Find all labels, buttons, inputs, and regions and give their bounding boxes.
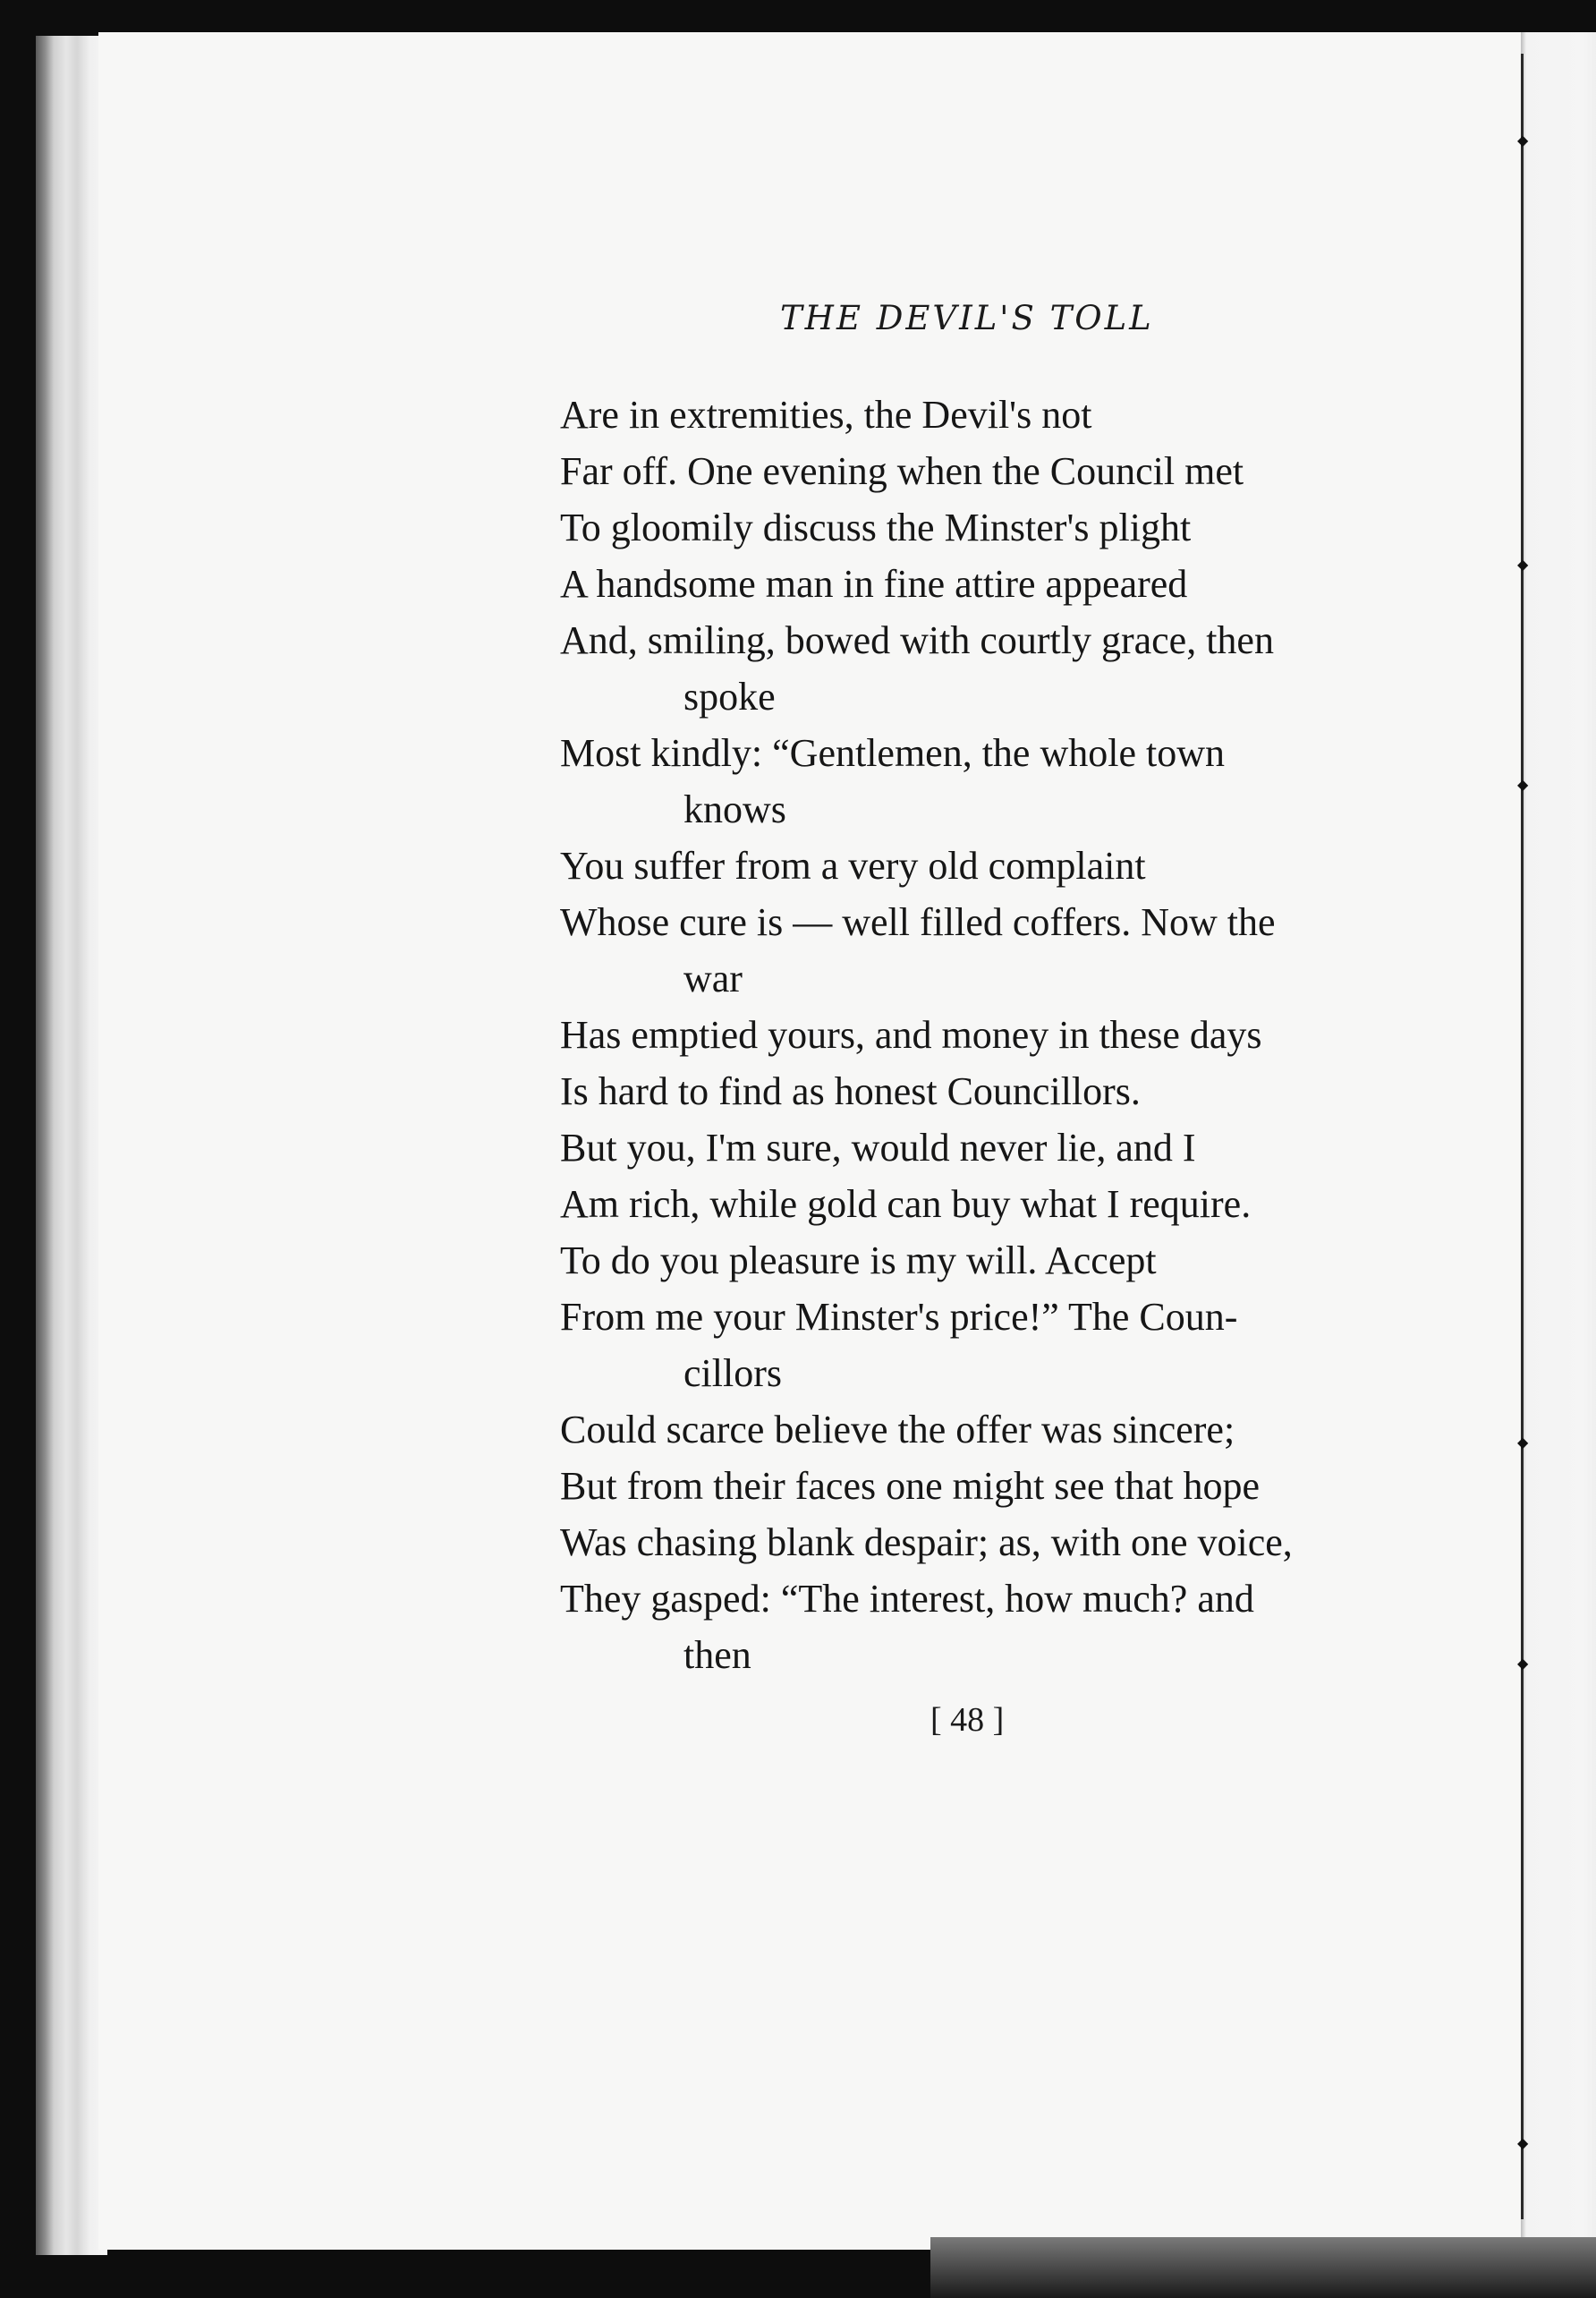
verse-line: A handsome man in fine attire appeared (560, 562, 1188, 606)
verse-line-continuation: knows (683, 787, 786, 831)
verse-line: You suffer from a very old complaint (560, 844, 1146, 888)
verse-line: But you, I'm sure, would never lie, and I (560, 1126, 1196, 1170)
verse-line: To do you pleasure is my will. Accept (560, 1238, 1157, 1282)
verse-line: To gloomily discuss the Minster's plight (560, 506, 1192, 549)
page-number: [ 48 ] (930, 1701, 1005, 1739)
fold-mark-icon: ◆ (1517, 776, 1529, 793)
verse-line: Am rich, while gold can buy what I require. (560, 1182, 1252, 1226)
verse-line-continuation: war (683, 957, 743, 1000)
verse-line: Most kindly: “Gentlemen, the whole town (560, 731, 1225, 775)
fold-mark-icon: ◆ (1517, 2134, 1529, 2151)
verse-line: Is hard to find as honest Councillors. (560, 1069, 1141, 1113)
running-head: THE DEVIL'S TOLL (780, 299, 1154, 337)
bottom-shadow (930, 2237, 1596, 2298)
verse-line: Was chasing blank despair; as, with one voice, (560, 1520, 1293, 1564)
facing-page-strip (1521, 32, 1596, 2250)
stacked-page-edges (36, 36, 107, 2255)
verse-line: From me your Minster's price!” The Coun- (560, 1295, 1238, 1339)
verse-block (560, 387, 1383, 1683)
verse-line: Whose cure is — well filled coffers. Now the (560, 900, 1276, 944)
verse-line: Has emptied yours, and money in these days (560, 1013, 1262, 1057)
fold-mark-icon: ◆ (1517, 1655, 1529, 1672)
verse-line: Far off. One evening when the Council met (560, 449, 1244, 493)
verse-line-continuation: cillors (683, 1351, 782, 1395)
fold-mark-icon: ◆ (1517, 132, 1529, 149)
verse-line: And, smiling, bowed with courtly grace, then (560, 618, 1274, 662)
fold-mark-icon: ◆ (1517, 1434, 1529, 1451)
verse-line-continuation: then (683, 1633, 751, 1677)
verse-line: Are in extremities, the Devil's not (560, 393, 1092, 437)
verse-line: Could scarce believe the offer was sincere; (560, 1408, 1235, 1451)
fold-mark-icon: ◆ (1517, 556, 1529, 573)
gutter-fold-line (1521, 54, 1524, 2219)
verse-line: But from their faces one might see that hope (560, 1464, 1260, 1508)
verse-line: They gasped: “The interest, how much? and (560, 1577, 1254, 1621)
verse-line-continuation: spoke (683, 675, 776, 719)
